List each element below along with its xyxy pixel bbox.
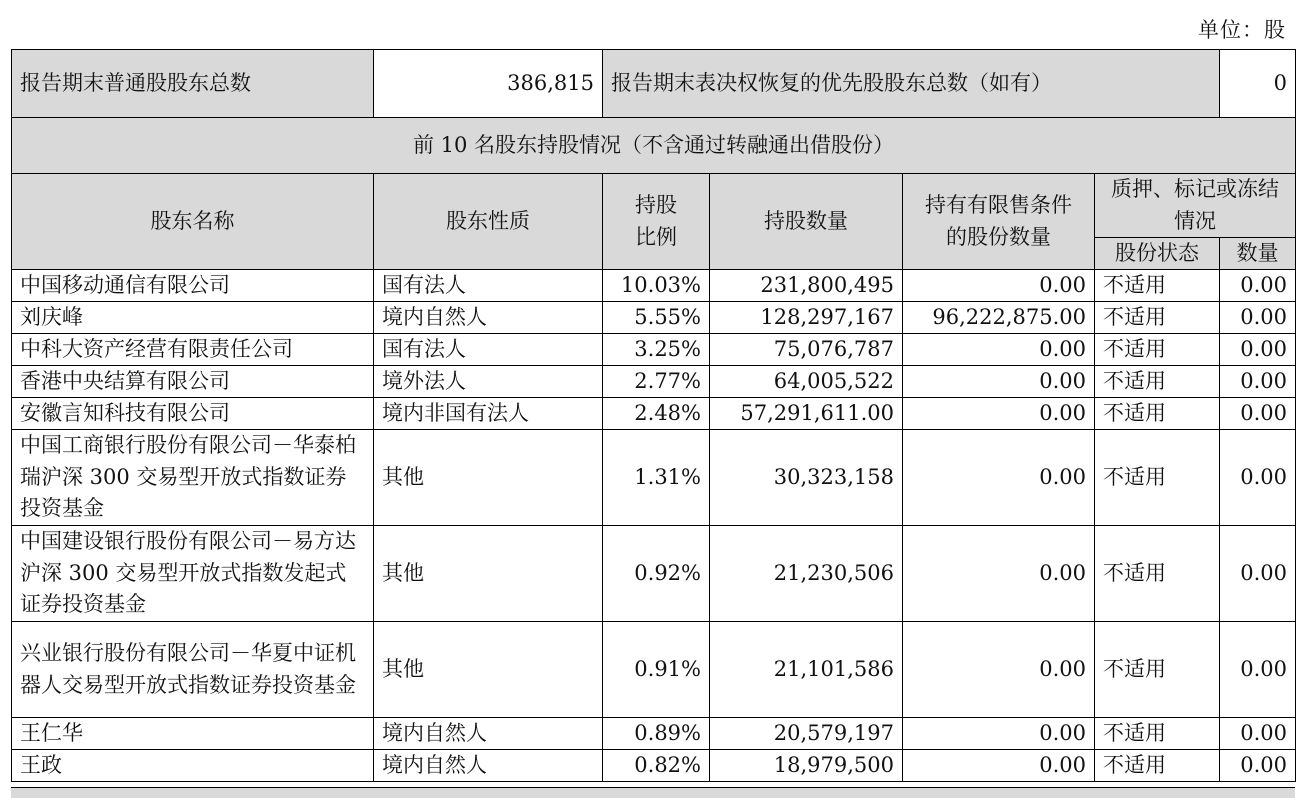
pledge-qty: 0.00 [1220, 430, 1296, 526]
next-section-strip [11, 787, 1295, 798]
holding-ratio: 0.91% [603, 622, 710, 718]
holding-ratio: 2.77% [603, 366, 710, 398]
holding-amount: 64,005,522 [710, 366, 903, 398]
pledge-status: 不适用 [1095, 302, 1220, 334]
holding-amount: 20,579,197 [710, 718, 903, 750]
restricted-shares: 0.00 [903, 718, 1095, 750]
holding-ratio: 3.25% [603, 334, 710, 366]
pledge-qty: 0.00 [1220, 398, 1296, 430]
restricted-shares: 0.00 [903, 750, 1095, 782]
pledge-qty: 0.00 [1220, 622, 1296, 718]
holding-ratio: 0.82% [603, 750, 710, 782]
restricted-shares: 0.00 [903, 526, 1095, 622]
holding-amount: 18,979,500 [710, 750, 903, 782]
table-row [12, 718, 1296, 750]
restricted-shares: 0.00 [903, 366, 1095, 398]
section-title-row [12, 118, 1296, 174]
holding-amount: 21,101,586 [710, 622, 903, 718]
total-pref-label: 报告期末表决权恢复的优先股股东总数（如有） [603, 50, 1220, 118]
restricted-shares: 0.00 [903, 270, 1095, 302]
holding-amount: 30,323,158 [710, 430, 903, 526]
total-common-label: 报告期末普通股股东总数 [12, 50, 374, 118]
holding-amount: 57,291,611.00 [710, 398, 903, 430]
header-name: 股东名称 [12, 174, 374, 270]
shareholder-table [11, 49, 1296, 782]
holding-amount: 75,076,787 [710, 334, 903, 366]
header-row [12, 174, 1296, 238]
holding-amount: 21,230,506 [710, 526, 903, 622]
holding-amount: 128,297,167 [710, 302, 903, 334]
shareholder-name: 香港中央结算有限公司 [12, 366, 374, 398]
pledge-status: 不适用 [1095, 526, 1220, 622]
shareholder-nature: 境内自然人 [374, 718, 603, 750]
shareholder-nature: 境内自然人 [374, 302, 603, 334]
shareholder-name: 兴业银行股份有限公司－华夏中证机器人交易型开放式指数证券投资基金 [12, 622, 374, 718]
pledge-qty: 0.00 [1220, 750, 1296, 782]
shareholder-nature: 国有法人 [374, 334, 603, 366]
shareholder-name: 中国移动通信有限公司 [12, 270, 374, 302]
table-row [12, 750, 1296, 782]
shareholder-name: 中国建设银行股份有限公司－易方达沪深 300 交易型开放式指数发起式证券投资基金 [12, 526, 374, 622]
table-row [12, 622, 1296, 718]
pledge-status: 不适用 [1095, 270, 1220, 302]
pledge-qty: 0.00 [1220, 718, 1296, 750]
holding-ratio: 0.92% [603, 526, 710, 622]
header-pledge-status: 股份状态 [1095, 238, 1220, 270]
shareholder-name: 刘庆峰 [12, 302, 374, 334]
restricted-shares: 0.00 [903, 430, 1095, 526]
shareholder-nature: 其他 [374, 622, 603, 718]
holding-ratio: 2.48% [603, 398, 710, 430]
shareholder-nature: 其他 [374, 526, 603, 622]
pledge-status: 不适用 [1095, 622, 1220, 718]
pledge-qty: 0.00 [1220, 526, 1296, 622]
total-pref-value: 0 [1220, 50, 1296, 118]
header-pledge-qty: 数量 [1220, 238, 1296, 270]
pledge-status: 不适用 [1095, 430, 1220, 526]
header-nature: 股东性质 [374, 174, 603, 270]
table-row [12, 366, 1296, 398]
table-row [12, 526, 1296, 622]
shareholder-nature: 境外法人 [374, 366, 603, 398]
pledge-status: 不适用 [1095, 366, 1220, 398]
pledge-status: 不适用 [1095, 334, 1220, 366]
holding-ratio: 0.89% [603, 718, 710, 750]
total-common-value: 386,815 [374, 50, 603, 118]
restricted-shares: 0.00 [903, 334, 1095, 366]
shareholder-name: 中国工商银行股份有限公司－华泰柏瑞沪深 300 交易型开放式指数证券投资基金 [12, 430, 374, 526]
shareholder-name: 中科大资产经营有限责任公司 [12, 334, 374, 366]
restricted-shares: 0.00 [903, 622, 1095, 718]
table-row [12, 270, 1296, 302]
summary-row [12, 50, 1296, 118]
restricted-shares: 0.00 [903, 398, 1095, 430]
pledge-qty: 0.00 [1220, 366, 1296, 398]
header-ratio: 持股比例 [603, 174, 710, 270]
section-title: 前 10 名股东持股情况（不含通过转融通出借股份） [12, 118, 1296, 174]
table-row [12, 302, 1296, 334]
holding-ratio: 1.31% [603, 430, 710, 526]
header-amount: 持股数量 [710, 174, 903, 270]
pledge-status: 不适用 [1095, 718, 1220, 750]
holding-ratio: 5.55% [603, 302, 710, 334]
table-row [12, 334, 1296, 366]
shareholder-nature: 其他 [374, 430, 603, 526]
shareholder-nature: 国有法人 [374, 270, 603, 302]
table-row [12, 430, 1296, 526]
pledge-status: 不适用 [1095, 750, 1220, 782]
restricted-shares: 96,222,875.00 [903, 302, 1095, 334]
unit-label: 单位：股 [1198, 18, 1286, 42]
shareholder-nature: 境内非国有法人 [374, 398, 603, 430]
holding-amount: 231,800,495 [710, 270, 903, 302]
header-restricted: 持有有限售条件的股份数量 [903, 174, 1095, 270]
shareholder-name: 王政 [12, 750, 374, 782]
pledge-qty: 0.00 [1220, 270, 1296, 302]
holding-ratio: 10.03% [603, 270, 710, 302]
pledge-qty: 0.00 [1220, 302, 1296, 334]
pledge-qty: 0.00 [1220, 334, 1296, 366]
pledge-status: 不适用 [1095, 398, 1220, 430]
table-row [12, 398, 1296, 430]
header-pledge: 质押、标记或冻结情况 [1095, 174, 1296, 238]
shareholder-name: 王仁华 [12, 718, 374, 750]
shareholder-nature: 境内自然人 [374, 750, 603, 782]
shareholder-name: 安徽言知科技有限公司 [12, 398, 374, 430]
